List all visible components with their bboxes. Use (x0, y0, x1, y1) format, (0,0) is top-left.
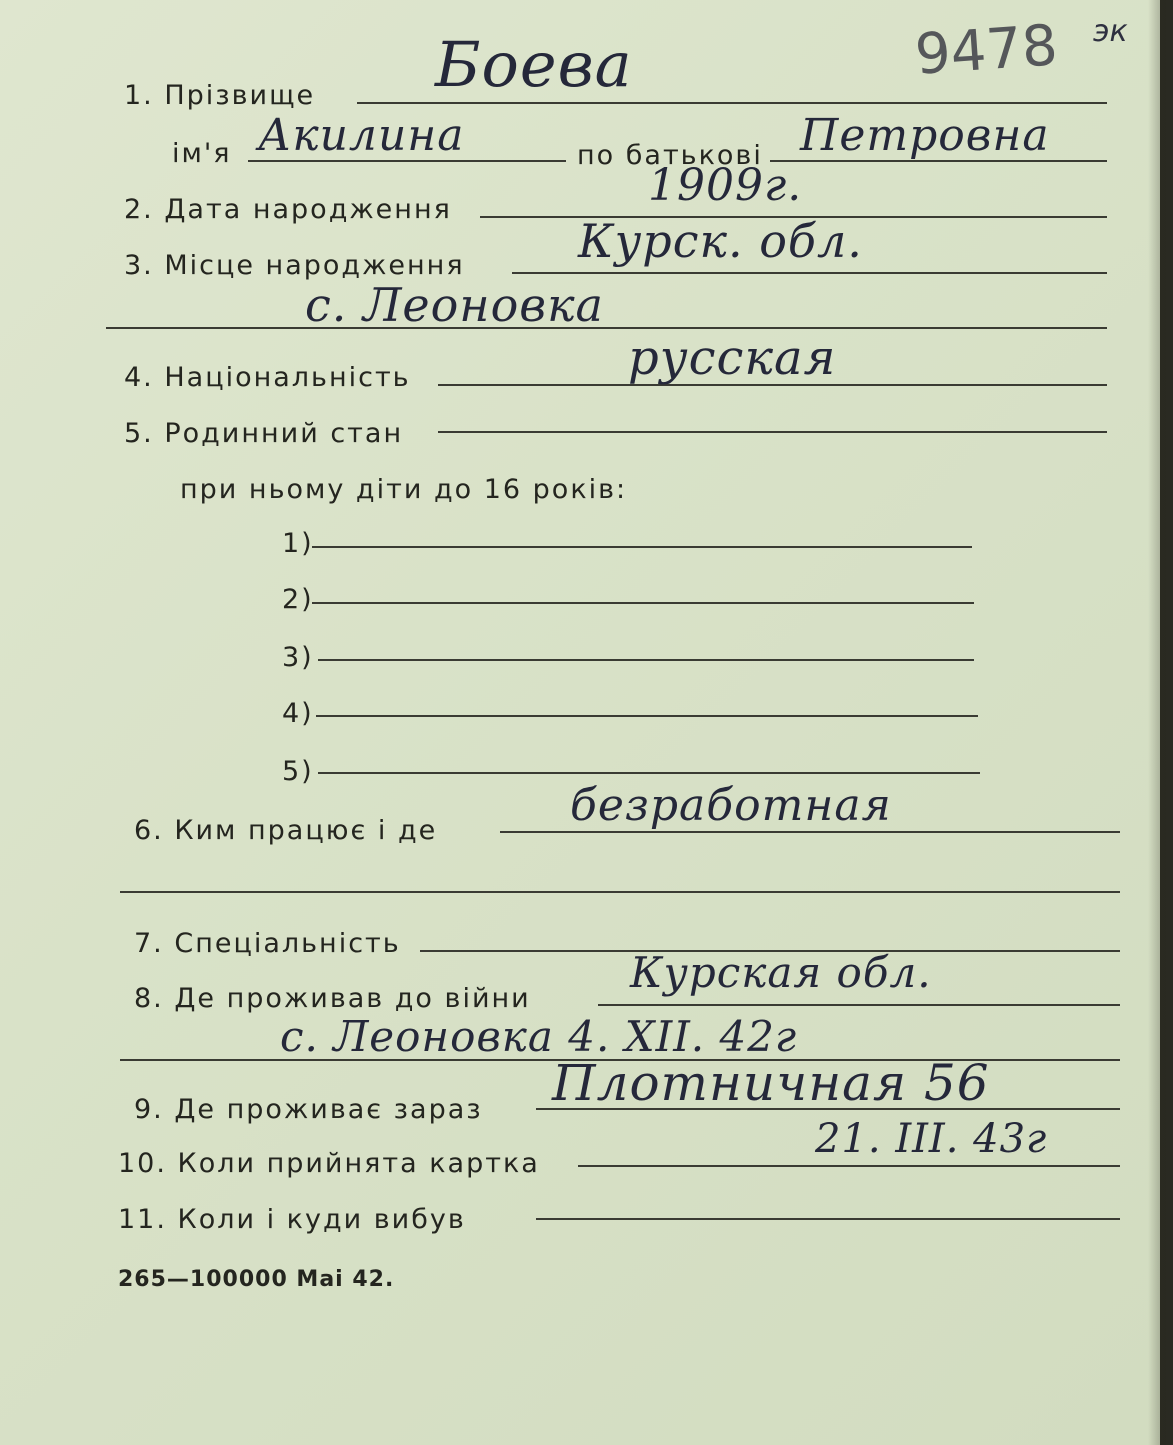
surname-label: 1. Прізвище (124, 80, 316, 111)
patronymic-label: по батькові (577, 140, 763, 171)
archive-code: эк (1093, 14, 1128, 49)
child-2-label: 2) (282, 584, 314, 615)
birth-place-value-2: с. Леоновка (305, 278, 604, 332)
patronymic-value: Петровна (800, 110, 1050, 161)
surname-value: Боева (435, 28, 633, 101)
child-3-label: 3) (282, 642, 314, 673)
current-value: Плотничная 56 (552, 1054, 990, 1112)
birth-date-value: 1909г. (648, 160, 803, 211)
left-line (536, 1218, 1120, 1220)
name-label: ім'я (172, 138, 232, 169)
birth-place-value-1: Курск. обл. (578, 214, 863, 268)
birth-place-line (512, 272, 1107, 274)
work-line (500, 831, 1120, 833)
nationality-value: русская (628, 330, 837, 386)
child-4-label: 4) (282, 698, 314, 729)
child-5-label: 5) (282, 756, 314, 787)
prewar-value-1: Курская обл. (630, 948, 932, 997)
card-date-label: 10. Коли прийнята картка (118, 1148, 540, 1179)
birth-place-line-2 (106, 327, 1107, 329)
name-value: Акилина (258, 110, 465, 161)
print-mark: 265—100000 Mai 42. (118, 1267, 395, 1292)
surname-line (357, 102, 1107, 104)
family-line (438, 431, 1107, 433)
card-date-line (578, 1165, 1120, 1167)
prewar-line (598, 1004, 1120, 1006)
nationality-label: 4. Національність (124, 362, 411, 393)
child-1-line (312, 546, 972, 548)
current-label: 9. Де проживає зараз (134, 1094, 483, 1125)
prewar-label: 8. Де проживав до війни (134, 983, 531, 1014)
prewar-value-2: с. Леоновка 4. XII. 42г (280, 1012, 798, 1061)
family-label: 5. Родинний стан (124, 418, 404, 449)
child-1-label: 1) (282, 528, 314, 559)
card-date-value: 21. III. 43г (815, 1116, 1048, 1162)
child-5-line (318, 772, 980, 774)
birth-place-label: 3. Місце народження (124, 250, 465, 281)
child-2-line (312, 602, 974, 604)
work-label: 6. Ким працює і де (134, 815, 438, 846)
left-label: 11. Коли і куди вибув (118, 1204, 466, 1235)
child-3-line (318, 659, 974, 661)
child-4-line (316, 715, 978, 717)
archive-number: 9478 (912, 13, 1060, 88)
birth-date-label: 2. Дата народження (124, 194, 452, 225)
work-value: безработная (570, 780, 892, 831)
specialty-label: 7. Спеціальність (134, 928, 401, 959)
children-label: при ньому діти до 16 років: (180, 474, 628, 505)
work-line-2 (120, 891, 1120, 893)
